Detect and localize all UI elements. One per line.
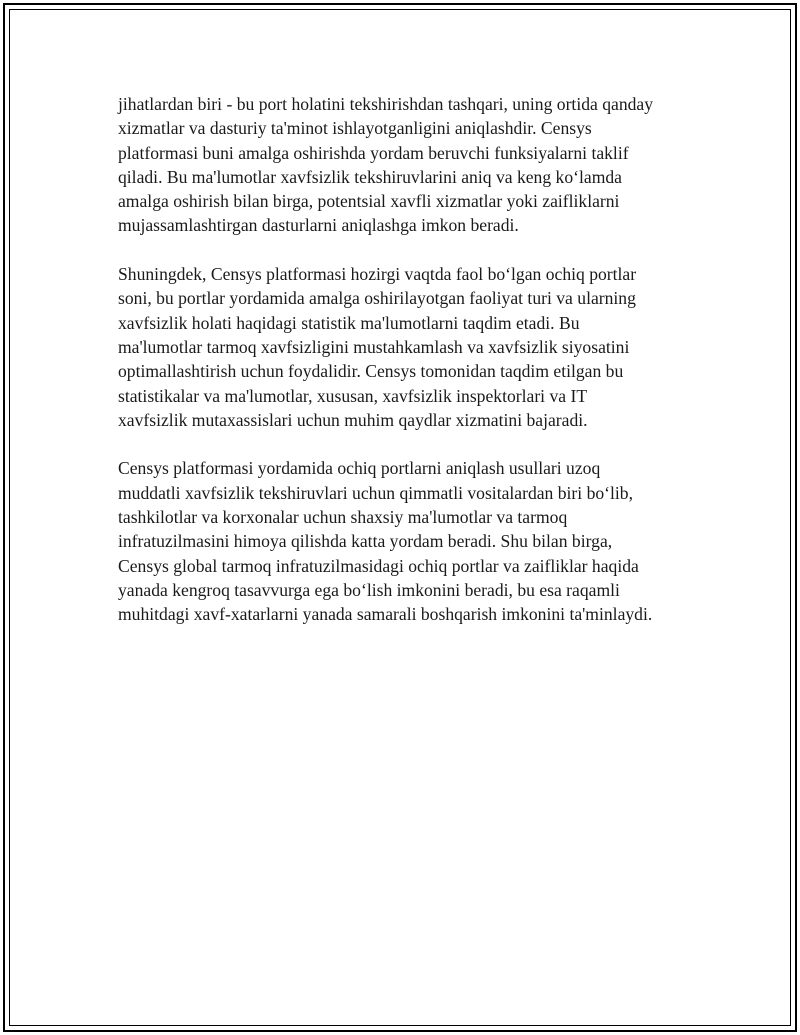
paragraph-1: jihatlardan biri - bu port holatini tekshirishdan tashqari, uning ortida qanday xizmatlar va dasturiy ta'minot ishlayotganligini aniqlashdir. Censys platformasi buni amalga oshirishda yordam beruvchi funksiyalarni taklif qiladi. Bu ma'lumotlar xavfsizlik tekshiruvlarini aniq va keng ko‘lamda amalga oshirish bilan birga, potentsial xavfli xizmatlar yoki zaifliklarni mujassamlashtirgan dasturlarni aniqlashga imkon beradi. bbox=[118, 94, 654, 236]
paragraph-3: Censys platformasi yordamida ochiq portlarni aniqlash usullari uzoq muddatli xavfsizlik tekshiruvlari uchun qimmatli vositalardan biri bo‘lib, tashkilotlar va korxonalar uchun shaxsiy ma'lumotlar va tarmoq infratuzilmasini himoya qilishda katta yordam beradi. Shu bilan birga, Censys global tarmoq infratuzilmasidagi ochiq portlar va zaifliklar haqida yanada kengroq tasavvurga ega bo‘lish imkonini beradi, bu esa raqamli muhitdagi xavf-xatarlarni yanada samarali boshqarish imkonini ta'minlaydi. bbox=[118, 458, 653, 625]
paragraph-2: Shuningdek, Censys platformasi hozirgi vaqtda faol bo‘lgan ochiq portlar soni, bu portlar yordamida amalga oshirilayotgan faoliyat turi va ularning xavfsizlik holati haqidagi statistik ma'lumotlarni taqdim etadi. Bu ma'lumotlar tarmoq xavfsizligini mustahkamlash va xavfsizlik siyosatini optimallashtirish uchun foydalidir. Censys tomonidan taqdim etilgan bu statistikalar va ma'lumotlar, xususan, xavfsizlik inspektorlari va IT xavfsizlik mutaxassislari uchun muhim qaydlar xizmatini bajaradi. bbox=[118, 264, 637, 430]
document-body bbox=[118, 92, 693, 651]
